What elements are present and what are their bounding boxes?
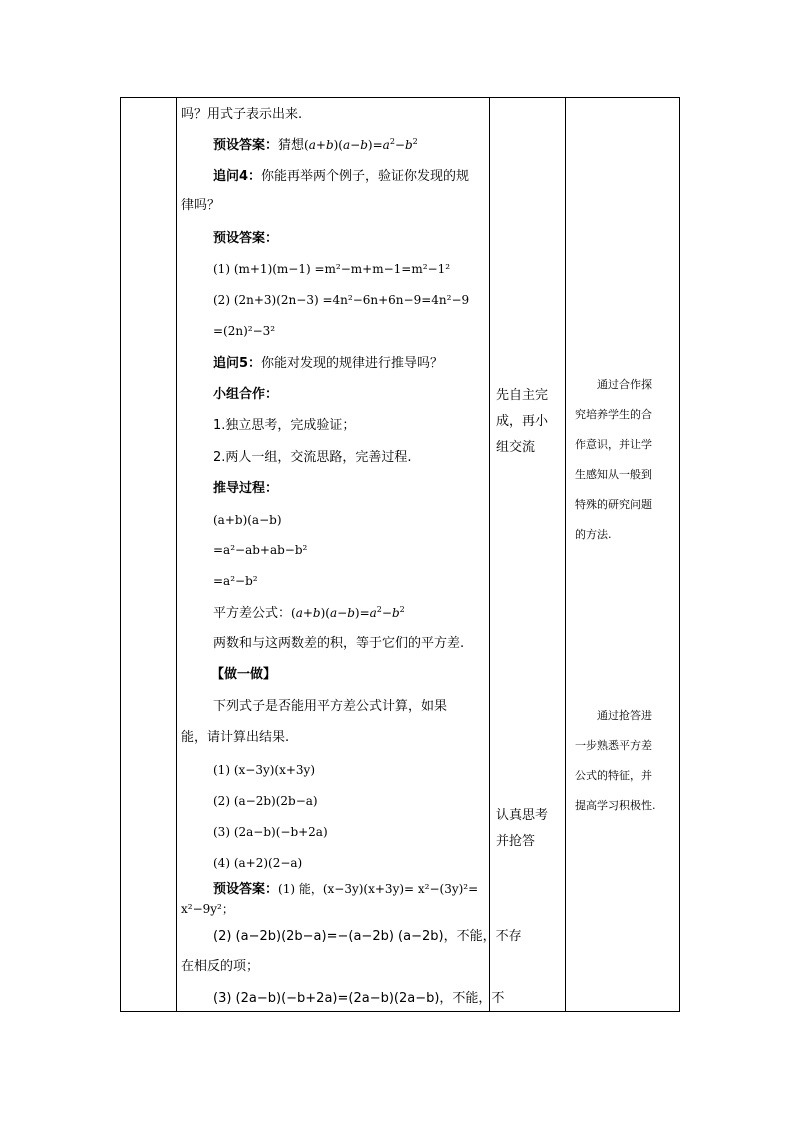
text-line: 两数和与这两数差的积，等于它们的平方差.: [213, 636, 465, 651]
text-line: 下列式子是否能用平方差公式计算，如果: [213, 699, 448, 714]
student-activity: 认真思考 并抢答: [496, 808, 549, 849]
text-line: [213, 387, 278, 403]
column-divider: [489, 98, 490, 1011]
text-line: 2.两人一组，交流思路，完善过程.: [213, 450, 412, 465]
column-divider: [176, 98, 177, 1011]
design-intent: 通过合作探 究培养学生的合 作意识，并让学 生感知从一般到 特殊的研究问题 的方法.: [575, 378, 652, 541]
label: 追问5：: [213, 356, 262, 371]
text-line: 在相反的项；: [181, 959, 260, 974]
text-line: [213, 481, 278, 497]
text-line: 预设答案：(1) 能，(x−3y)(x+3y)= x²−(3y)²=: [213, 882, 479, 897]
math-line: =a²−b²: [213, 574, 258, 588]
text-line: 平方差公式：$(a+b)(a-b)=a^2-b^2$: [213, 605, 405, 621]
student-activity: 先自主完 成，再小 组交流: [496, 388, 549, 455]
math-line: (2) (2n+3)(2n−3) =4n²−6n+6n−9=4n²−9: [213, 293, 470, 307]
text-line: 吗？用式子表示出来.: [181, 107, 303, 122]
text-line: 追问4：你能再举两个例子，验证你发现的规: [213, 169, 470, 184]
math-line: (1) (m+1)(m−1) =m²−m+m−1=m²−1²: [213, 262, 451, 276]
text-line: 能，请计算出结果.: [181, 730, 290, 745]
label: 小组合作：: [213, 387, 279, 402]
text-line: 预设答案：猜想$(a+b)(a-b)=a^2-b^2$: [213, 137, 418, 153]
label: 预设答案：: [213, 231, 279, 246]
text-line: 追问5：你能对发现的规律进行推导吗？: [213, 356, 444, 371]
section-heading: 【做一做】: [211, 667, 277, 682]
text-line: 律吗？: [181, 198, 221, 213]
math-line: (2) (a−2b)(2b−a): [213, 794, 318, 808]
math-line: (4) (a+2)(2−a): [213, 856, 303, 870]
math-line: (a+b)(a−b): [213, 513, 282, 527]
label: 推导过程：: [213, 481, 279, 496]
math-line: x²−9y²；: [181, 902, 234, 916]
text-line: [211, 667, 276, 683]
lesson-table: [120, 97, 680, 1012]
text-line: (2) (a−2b)(2b−a)=−(a−2b) (a−2b)，不能，不存: [213, 929, 522, 944]
math-line: =(2n)²−3²: [213, 324, 276, 338]
column-divider: [565, 98, 566, 1011]
text-line: 1.独立思考，完成验证；: [213, 418, 356, 433]
design-intent: 通过抢答进 一步熟悉平方差 公式的特征，并 提高学习积极性.: [575, 709, 656, 812]
label: 预设答案：: [213, 138, 279, 153]
text-line: (3) (2a−b)(−b+2a)=(2a−b)(2a−b)，不能，不: [213, 991, 505, 1006]
text-line: [213, 231, 278, 247]
label: 预设答案：: [213, 882, 279, 897]
math-line: =a²−ab+ab−b²: [213, 543, 308, 557]
math-line: (3) (2a−b)(−b+2a): [213, 825, 328, 839]
label: 追问4：: [213, 169, 262, 184]
math-line: (1) (x−3y)(x+3y): [213, 763, 316, 777]
